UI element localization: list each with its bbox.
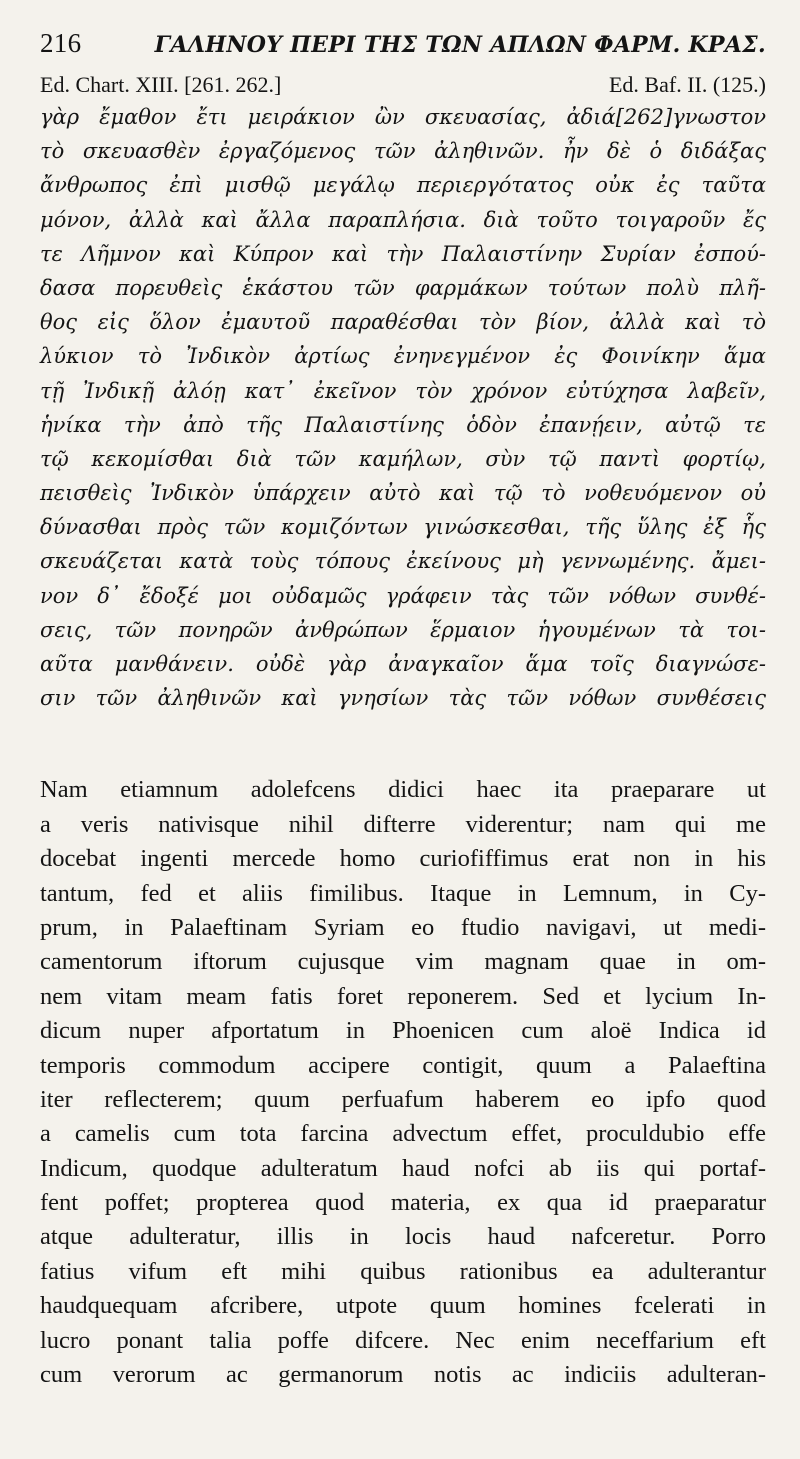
greek-line: τε Λῆμνον καὶ Κύπρον καὶ τὴν Παλαιστίνην Συρίαν ἐσπού- [40, 241, 766, 266]
latin-line: Nam etiamnum adolefcens didici haec ita praeparare ut [40, 776, 766, 804]
greek-line: μόνον, ἀλλὰ καὶ ἄλλα παραπλήσια. διὰ τοῦτο τοιγαροῦν ἔς [40, 207, 766, 232]
latin-line: atque adulteratur, illis in locis haud nafceretur. Porro [40, 1223, 766, 1251]
greek-line: γὰρ ἔμαθον ἔτι μειράκιον ὢν σκευασίας, ἀδιά[262]γνωστον [40, 105, 766, 129]
latin-line: fent poffet; propterea quod materia, ex qua id praeparatur [40, 1189, 766, 1217]
edition-chartier-ref: Ed. Chart. XIII. [261. 262.] [40, 72, 282, 97]
latin-line: temporis commodum accipere contigit, quum a Palaeftina [40, 1051, 766, 1079]
greek-line: δασα πορευθεὶς ἑκάστου τῶν φαρμάκων τούτων πολὺ πλῆ- [40, 275, 766, 300]
latin-line: dicum nuper afportatum in Phoenicen cum aloë Indica id [40, 1017, 766, 1045]
latin-line: haudquequam afcribere, utpote quum homines fcelerati in [40, 1292, 766, 1320]
latin-line: a veris nativisque nihil difterre viderentur; nam qui me [40, 810, 766, 838]
greek-line: αῦτα μανθάνειν. οὐδὲ γὰρ ἀναγκαῖον ἅμα τοῖς διαγνώσε- [40, 652, 766, 676]
greek-line: δύνασθαι πρὸς τῶν κομιζόντων γινώσκεσθαι, τῆς ὕλης ἐξ ἧς [40, 515, 766, 540]
latin-line: a camelis cum tota farcina advectum effet, proculdubio effe [40, 1120, 766, 1148]
latin-line: iter reflecterem; quum perfuafum haberem eo ipfo quod [40, 1085, 766, 1113]
latin-line: tantum, fed et aliis fimilibus. Itaque in Lemnum, in Cy- [40, 879, 766, 907]
latin-line: nem vitam meam fatis foret reponerem. Sed et lycium In- [40, 982, 766, 1010]
greek-line: σιν τῶν ἀληθινῶν καὶ γνησίων τὰς τῶν νόθων συνθέσεις [40, 686, 766, 711]
latin-line: lucro ponant talia poffe difcere. Nec enim neceffarium eft [40, 1326, 766, 1354]
greek-line: θος εἰς ὅλον ἐμαυτοῦ παραθέσθαι τὸν βίον, ἀλλὰ καὶ τὸ [40, 310, 766, 335]
greek-line: πεισθεὶς Ἰνδικὸν ὑπάρχειν αὐτὸ καὶ τῷ τὸ νοθευόμενον οὐ [40, 481, 766, 506]
greek-line: λύκιον τὸ Ἰνδικὸν ἀρτίως ἐνηνεγμένον ἐς Φοινίκην ἅμα [40, 344, 766, 369]
running-title: ΓΑΛΗΝΟΥ ΠΕΡΙ ΤΗΣ ΤΩΝ ΑΠΛΩΝ ΦΑΡΜ. ΚΡΑΣ. [154, 32, 766, 58]
latin-line: Indicum, quodque adulteratum haud nofci ab iis qui portaf- [40, 1154, 766, 1182]
greek-line: νον δ᾽ ἔδοξέ μοι οὐδαμῶς γράφειν τὰς τῶν νόθων συνθέ- [40, 583, 766, 608]
latin-line: prum, in Palaeftinam Syriam eo ftudio navigavi, ut medi- [40, 913, 766, 941]
page-number: 216 [40, 28, 82, 58]
greek-line: τὸ σκευασθὲν ἐργαζόμενος τῶν ἀληθινῶν. ἦν δὲ ὁ διδάξας [40, 139, 766, 164]
latin-line: fatius vifum eft mihi quibus rationibus ea adulterantur [40, 1257, 766, 1285]
edition-reference-line [40, 72, 766, 98]
greek-line: τῇ Ἰνδικῇ ἀλόῃ κατ᾽ ἐκεῖνον τὸν χρόνον εὐτύχησα λαβεῖν, [40, 378, 766, 403]
greek-line: σκευάζεται κατὰ τοὺς τόπους ἐκείνους μὴ γεννωμένης. ἄμει- [40, 549, 766, 574]
greek-line: τῷ κεκομίσθαι διὰ τῶν καμήλων, σὺν τῷ παντὶ φορτίῳ, [40, 446, 766, 471]
greek-line: σεις, τῶν πονηρῶν ἀνθρώπων ἕρμαιον ἡγουμένων τὰ τοι- [40, 617, 766, 642]
edition-basel-ref: Ed. Baf. II. (125.) [608, 72, 766, 97]
latin-text-block [40, 773, 766, 1392]
running-head [40, 28, 766, 68]
greek-line: ἄνθρωπος ἐπὶ μισθῷ μεγάλῳ περιεργότατος οὐκ ἐς ταῦτα [40, 173, 766, 198]
greek-text-block [40, 100, 766, 715]
latin-line: cum verorum ac germanorum notis ac indiciis adulteran- [40, 1361, 766, 1389]
latin-line: docebat ingenti mercede homo curiofiffimus erat non in his [40, 845, 766, 873]
latin-line: camentorum iftorum cujusque vim magnam quae in om- [40, 948, 766, 976]
greek-line: ἡνίκα τὴν ἀπὸ τῆς Παλαιστίνης ὁδὸν ἐπανῄειν, αὐτῷ τε [40, 412, 766, 437]
